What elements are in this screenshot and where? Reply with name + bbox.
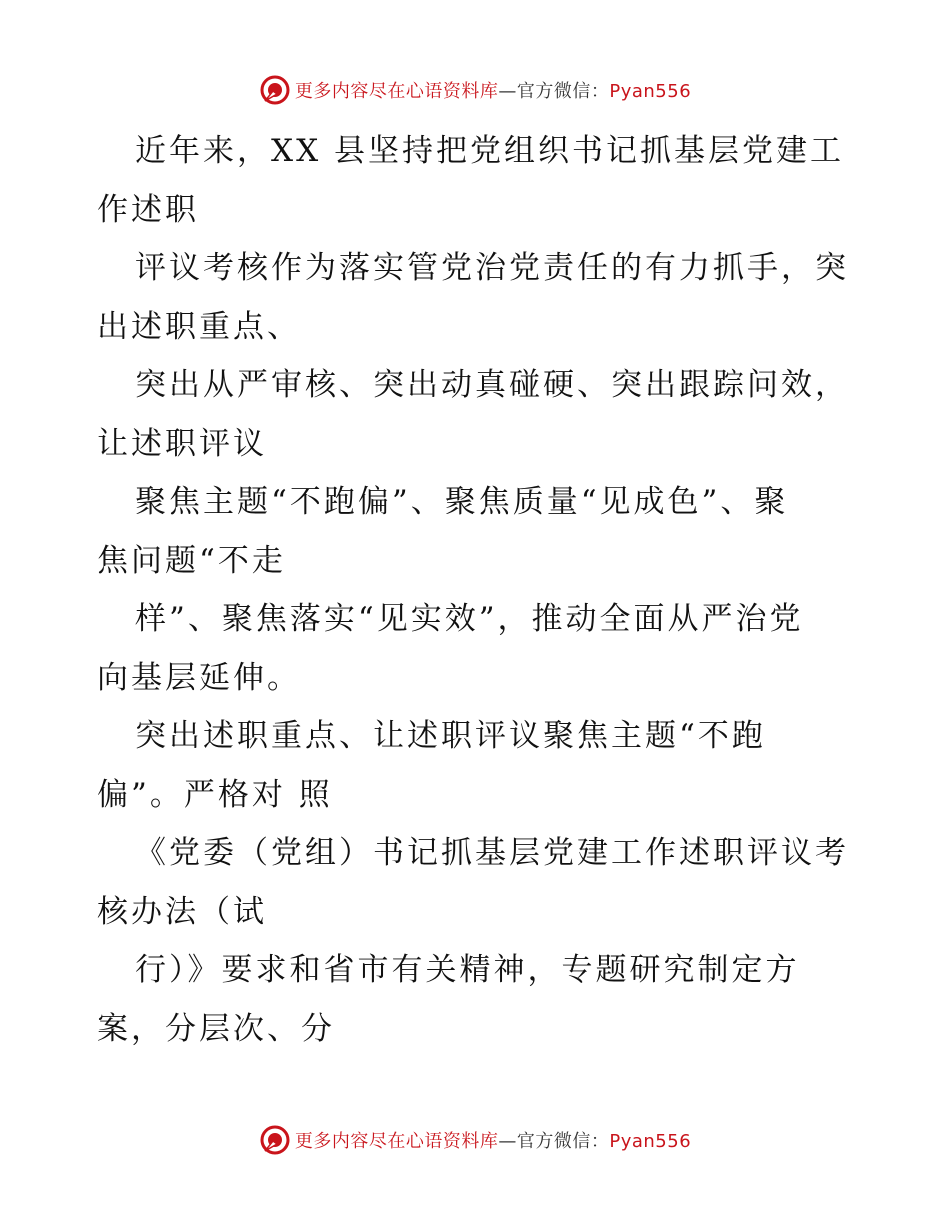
footer-watermark (0, 1120, 950, 1160)
pen-logo-icon (259, 74, 291, 106)
body-line: 《党委（党组）书记抓基层党建工作述职评议考 (135, 835, 849, 871)
header-watermark (0, 70, 950, 110)
watermark-text: 更多内容尽在心语资料库—官方微信：Pyan556 (294, 1131, 692, 1152)
watermark-text: 更多内容尽在心语资料库—官方微信：Pyan556 (294, 81, 692, 102)
body-line: 案，分层次、分 (97, 1010, 335, 1047)
body-line: 向基层延伸。 (97, 659, 301, 696)
body-line: 样”、聚焦落实“见实效”，推动全面从严治党 (135, 601, 804, 637)
pen-logo-icon (259, 1124, 291, 1156)
body-line: 焦问题“不走 (97, 542, 286, 579)
body-line: 突出述职重点、让述职评议聚焦主题“不跑 (135, 718, 766, 754)
body-line: 近年来，XX 县坚持把党组织书记抓基层党建工 (135, 133, 844, 169)
body-line: 行）》要求和省市有关精神，专题研究制定方 (135, 952, 800, 988)
body-line: 核办法（试 (97, 893, 267, 930)
body-line: 作述职 (97, 191, 199, 228)
body-line: 聚焦主题“不跑偏”、聚焦质量“见成色”、聚 (135, 484, 789, 520)
body-line: 让述职评议 (97, 425, 267, 462)
body-line: 偏”。严格对 照 (97, 776, 333, 813)
body-line: 出述职重点、 (97, 308, 301, 345)
document-body (97, 122, 877, 1058)
body-line: 评议考核作为落实管党治党责任的有力抓手，突 (135, 250, 849, 286)
body-line: 突出从严审核、突出动真碰硬、突出跟踪问效， (135, 367, 849, 403)
